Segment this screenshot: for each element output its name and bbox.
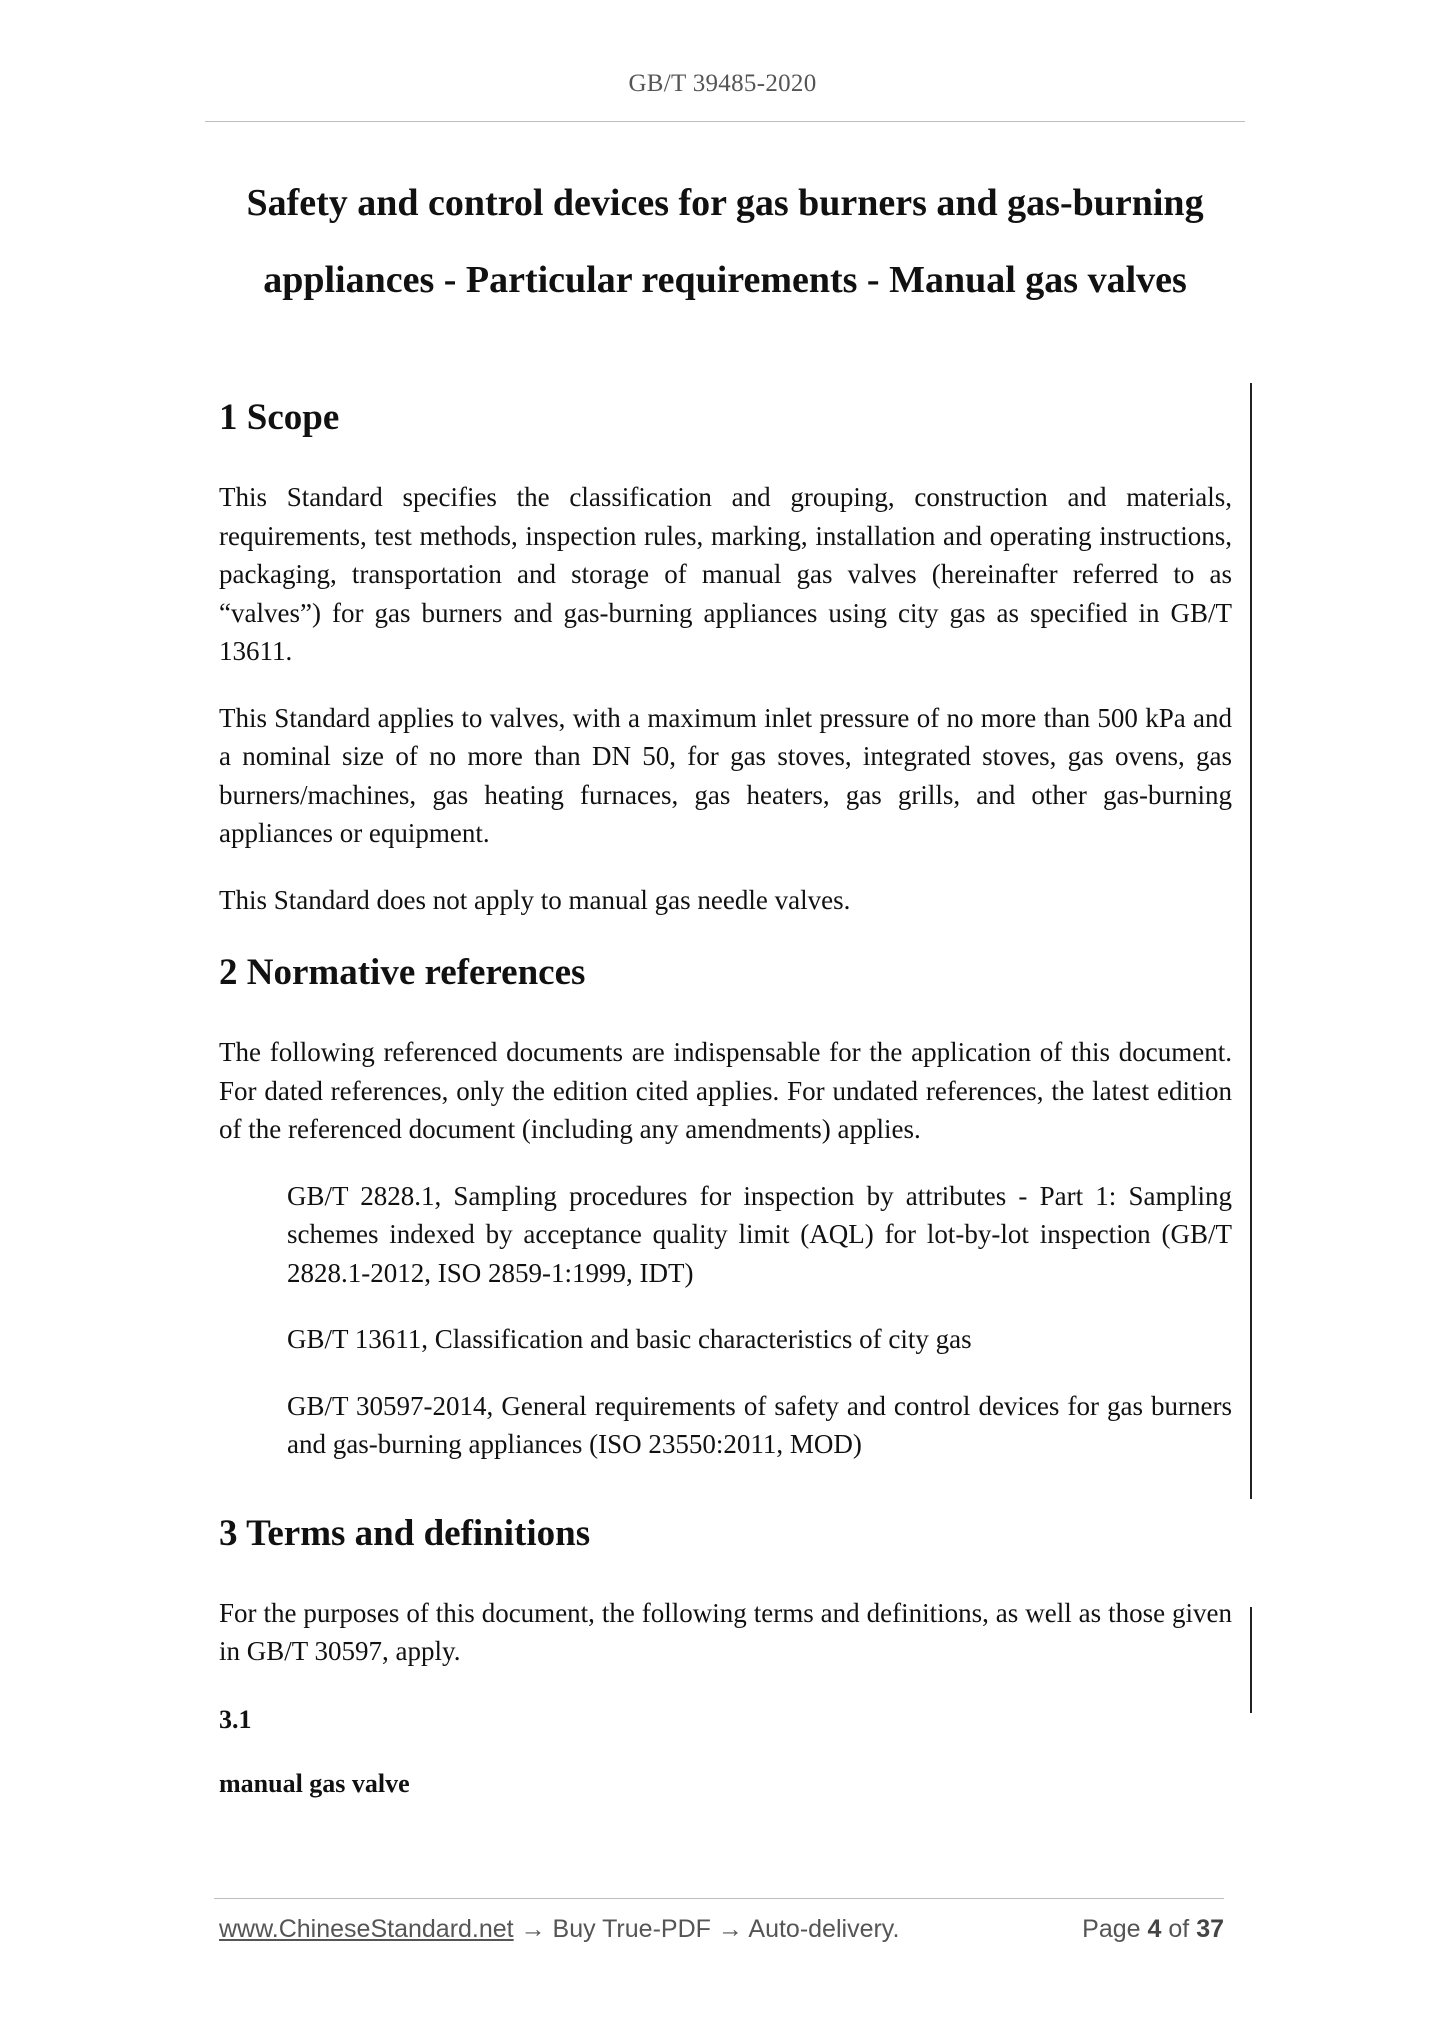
section-2-heading: 2 Normative references: [219, 952, 586, 993]
page-word: Page: [1082, 1915, 1141, 1943]
change-bar-upper: [1250, 383, 1252, 1499]
scope-paragraph-1: This Standard specifies the classification and grouping, construction and materials, requirements, test methods, inspection rules, marking, installation and operating instructions, packaging, transportation and storage of manual gas valves (hereinafter referred to as “valves”) for gas burners and gas-burning appliances using city gas as specified in GB/T 13611.: [219, 482, 1232, 666]
term-name: manual gas valve: [219, 1768, 410, 1798]
section-3-heading: 3 Terms and definitions: [219, 1512, 591, 1554]
document-title-line-2: appliances - Particular requirements - Manual gas valves: [263, 259, 1187, 301]
document-title-line-1: Safety and control devices for gas burners and gas-burning: [246, 182, 1204, 224]
term-number: 3.1: [219, 1704, 252, 1734]
website-link[interactable]: www.ChineseStandard.net: [219, 1915, 514, 1943]
total-page-count: 37: [1196, 1915, 1224, 1943]
document-title: [200, 165, 1250, 319]
page-footer: [219, 1915, 1224, 1951]
section-1-heading: 1 Scope: [219, 397, 340, 438]
scope-paragraph-2: This Standard applies to valves, with a maximum inlet pressure of no more than 500 kPa and a nominal size of no more than DN 50, for gas stoves, integrated stoves, gas ovens, gas burners/machines, gas heating furnaces, gas heaters, gas grills, and other gas-burning appliances or equipment.: [219, 702, 1232, 848]
header-standard-code: GB/T 39485-2020: [628, 70, 817, 97]
page-of-word: of: [1168, 1915, 1190, 1943]
change-bar-lower: [1250, 1607, 1252, 1713]
reference-item-gbt-13611: GB/T 13611, Classification and basic characteristics of city gas: [287, 1324, 972, 1354]
document-body: [219, 390, 1232, 1803]
terms-intro: For the purposes of this document, the following terms and definitions, as well as those given in GB/T 30597, apply.: [219, 1597, 1232, 1666]
normative-references-intro: The following referenced documents are indispensable for the application of this document. For dated references, only the edition cited applies. For undated references, the latest edition of the referenced document (including any amendments) applies.: [219, 1037, 1232, 1144]
reference-item-gbt-2828-1: GB/T 2828.1, Sampling procedures for inspection by attributes - Part 1: Sampling schemes indexed by acceptance quality limit (AQL) for lot-by-lot inspection (GB/T 2828.1-2012, ISO 2859-1:1999, IDT): [287, 1180, 1232, 1288]
footer-promo: [219, 1915, 899, 1944]
current-page-number: 4: [1147, 1915, 1162, 1943]
scope-paragraph-3: This Standard does not apply to manual gas needle valves.: [219, 884, 851, 915]
page-indicator: [1082, 1915, 1224, 1944]
footer-promo-text: → Buy True-PDF → Auto-delivery.: [513, 1915, 900, 1943]
header-divider: [205, 121, 1245, 122]
footer-divider: [214, 1898, 1224, 1899]
reference-item-gbt-30597: GB/T 30597-2014, General requirements of safety and control devices for gas burners and gas-burning appliances (ISO 23550:2011, MOD): [287, 1390, 1232, 1459]
